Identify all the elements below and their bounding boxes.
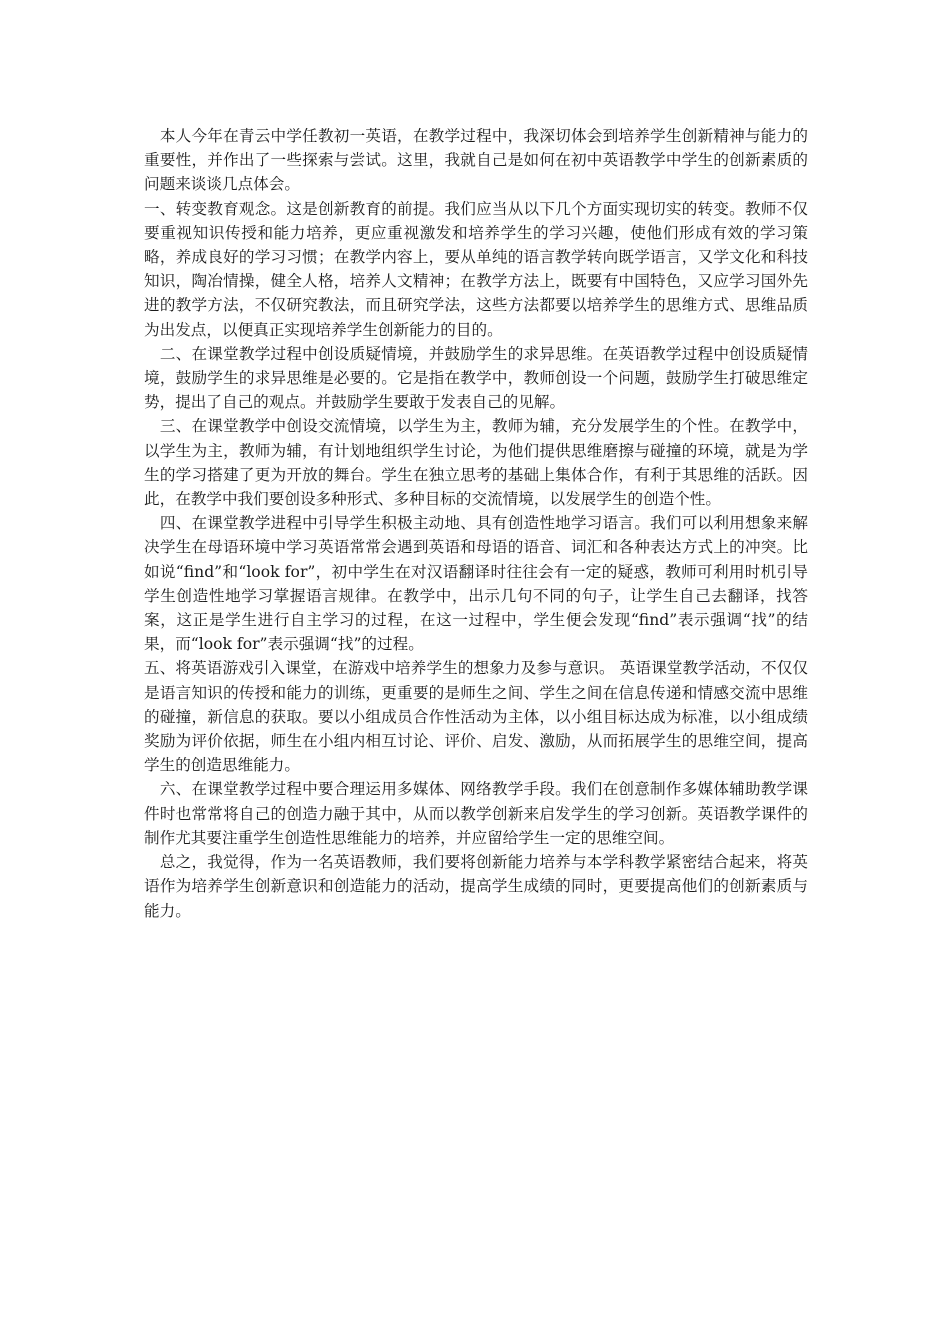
- paragraph-3-communication-situation: 三、在课堂教学中创设交流情境，以学生为主，教师为辅，充分发展学生的个性。在教学中，以学生为主，教师为辅，有计划地组织学生讨论，为他们提供思维磨擦与碰撞的环境，就是为学生的学习搭建了更为开放的舞台。学生在独立思考的基础上集体合作，有利于其思维的活跃。因此，在教学中我们要创设多种形式、多种目标的交流情境，以发展学生的创造个性。: [144, 417, 808, 509]
- paragraph-6-multimedia: 六、在课堂教学过程中要合理运用多媒体、网络教学手段。我们在创意制作多媒体辅助教学课件时也常常将自己的创造力融于其中，从而以教学创新来启发学生的学习创新。英语教学课件的制作尤其要注重学生创造性思维能力的培养，并应留给学生一定的思维空间。: [144, 780, 808, 847]
- paragraph-1-change-concepts: 一、转变教育观念。这是创新教育的前提。我们应当从以下几个方面实现切实的转变。教师不仅要重视知识传授和能力培养，更应重视激发和培养学生的学习兴趣，使他们形成有效的学习策略，养成良好的学习习惯；在教学内容上，要从单纯的语言教学转向既学语言，又学文化和科技知识，陶冶情操，健全人格，培养人文精神；在教学方法上，既要有中国特色，又应学习国外先进的教学方法，不仅研究教法，而且研究学法，这些方法都要以培养学生的思维方式、思维品质为出发点，以便真正实现培养学生创新能力的目的。: [144, 199, 808, 339]
- conclusion-paragraph: 总之，我觉得，作为一名英语教师，我们要将创新能力培养与本学科教学紧密结合起来，将英语作为培养学生创新意识和创造能力的活动，提高学生成绩的同时，更要提高他们的创新素质与能力。: [144, 853, 808, 920]
- paragraph-5-english-games: 五、将英语游戏引入课堂，在游戏中培养学生的想象力及参与意识。 英语课堂教学活动，不仅仅是语言知识的传授和能力的训练，更重要的是师生之间、学生之间在信息传递和情感交流中思维的碰撞，新信息的获取。要以小组成员合作性活动为主体，以小组目标达成为标准，以小组成绩奖励为评价依据，师生在小组内相互讨论、评价、启发、激励，从而拓展学生的思维空间，提高学生的创造思维能力。: [144, 659, 808, 775]
- paragraph-2-questioning-situation: 二、在课堂教学过程中创设质疑情境，并鼓励学生的求异思维。在英语教学过程中创设质疑情境，鼓励学生的求异思维是必要的。它是指在教学中，教师创设一个问题，鼓励学生打破思维定势，提出了自己的观点。并鼓励学生要敢于发表自己的见解。: [144, 344, 808, 412]
- paragraph-4-creative-language-learning: 四、在课堂教学进程中引导学生积极主动地、具有创造性地学习语言。我们可以利用想象来解决学生在母语环境中学习英语常常会遇到英语和母语的语音、词汇和各种表达方式上的冲突。比如说“find”和“look for”，初中学生在对汉语翻译时往往会有一定的疑惑，教师可利用时机引导学生创造性地学习掌握语言规律。在教学中，出示几句不同的句子，让学生自己去翻译，找答案，这正是学生进行自主学习的过程，在这一过程中，学生便会发现“find”表示强调“找”的结果，而“look for”表示强调“找”的过程。: [144, 514, 808, 654]
- document-body: [144, 124, 808, 923]
- intro-paragraph: 本人今年在青云中学任教初一英语，在教学过程中，我深切体会到培养学生创新精神与能力的重要性，并作出了一些探索与尝试。这里，我就自己是如何在初中英语教学中学生的创新素质的问题来谈谈几点体会。: [144, 127, 808, 194]
